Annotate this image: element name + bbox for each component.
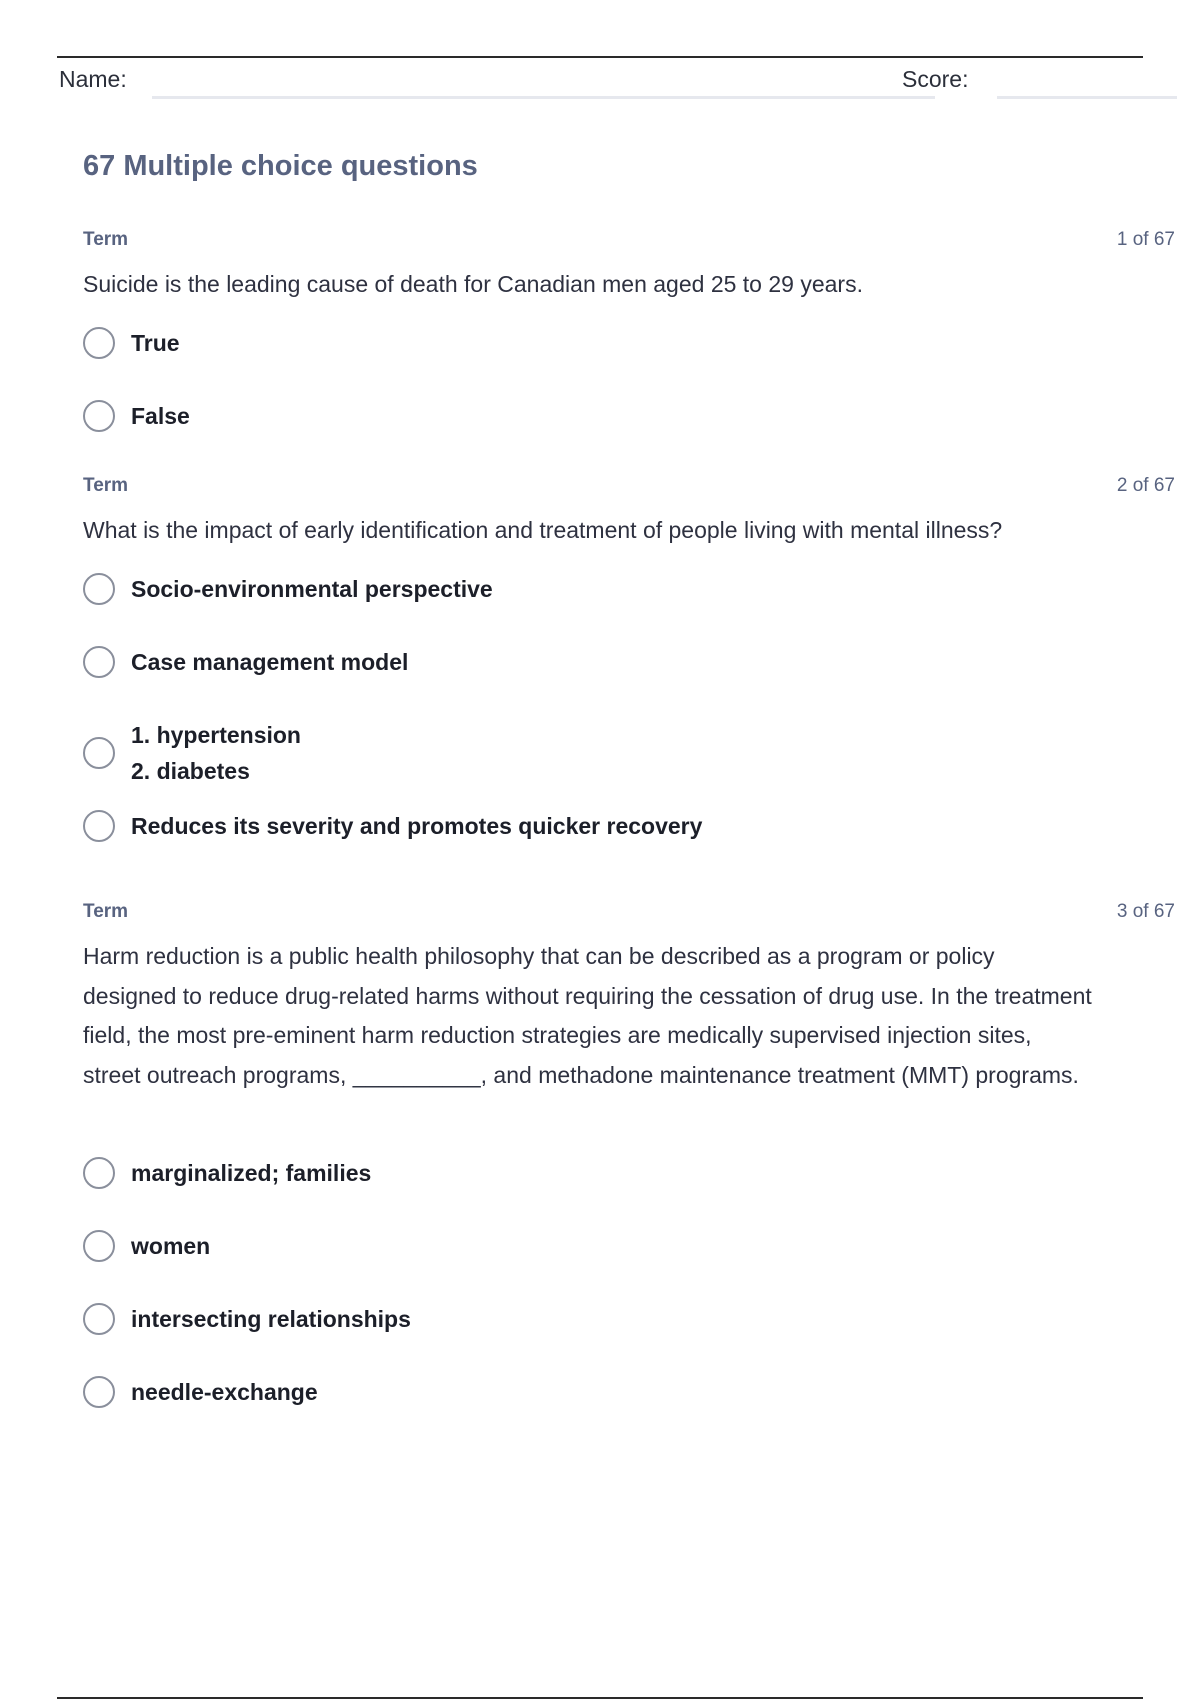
answer-label: needle-exchange <box>131 1379 318 1405</box>
answer-option[interactable] <box>83 644 408 680</box>
top-divider <box>57 56 1143 58</box>
answer-option[interactable] <box>83 717 301 789</box>
question-prompt: Harm reduction is a public health philosophy that can be described as a program or policy designed to reduce drug-related harms without requiring the cessation of drug use. In the treatment field, the most pre-eminent harm reduction strategies are medically supervised injection sites, street outreach programs, __________, and methadone maintenance treatment (MMT) programs. <box>83 943 1092 1088</box>
bottom-divider <box>57 1697 1143 1699</box>
answer-option[interactable] <box>83 1374 318 1410</box>
radio-circle-icon[interactable] <box>83 573 115 605</box>
answer-label: Case management model <box>131 649 409 675</box>
name-field[interactable] <box>152 96 935 99</box>
radio-circle-icon[interactable] <box>83 810 115 842</box>
radio-circle-icon[interactable] <box>83 1303 115 1335</box>
score-field[interactable] <box>997 96 1177 99</box>
radio-circle-icon[interactable] <box>83 646 115 678</box>
radio-circle-icon[interactable] <box>83 1157 115 1189</box>
answer-label: True <box>131 330 180 356</box>
answer-label: Reduces its severity and promotes quicker recovery <box>131 813 703 839</box>
radio-circle-icon[interactable] <box>83 737 115 769</box>
radio-circle-icon[interactable] <box>83 1230 115 1262</box>
answer-label: women <box>131 1233 211 1259</box>
radio-circle-icon[interactable] <box>83 400 115 432</box>
answer-label: intersecting relationships <box>131 1306 411 1332</box>
name-label: Name: <box>59 66 127 92</box>
term-label: Term <box>83 901 129 922</box>
term-label: Term <box>83 229 129 250</box>
answer-option[interactable] <box>83 325 180 361</box>
radio-circle-icon[interactable] <box>83 327 115 359</box>
answer-option[interactable] <box>83 1301 411 1337</box>
answer-option[interactable] <box>83 398 190 434</box>
score-label: Score: <box>902 66 969 92</box>
question-counter: 1 of 67 <box>1116 229 1175 250</box>
radio-circle-icon[interactable] <box>83 1376 115 1408</box>
header-fields <box>57 62 1177 102</box>
answer-option[interactable] <box>83 1155 371 1191</box>
term-label: Term <box>83 475 129 496</box>
answer-label: Socio-environmental perspective <box>131 576 493 602</box>
answer-label: 1. hypertension 2. diabetes <box>131 722 301 784</box>
question-counter: 2 of 67 <box>1116 475 1175 496</box>
question-counter: 3 of 67 <box>1116 901 1175 922</box>
question-prompt: Suicide is the leading cause of death for Canadian men aged 25 to 29 years. <box>83 271 863 297</box>
answer-label: False <box>131 403 190 429</box>
answer-option[interactable] <box>83 1228 210 1264</box>
answer-option[interactable] <box>83 808 702 844</box>
answer-option[interactable] <box>83 571 493 607</box>
section-title: 67 Multiple choice questions <box>83 150 478 182</box>
answer-label: marginalized; families <box>131 1160 372 1186</box>
question-prompt: What is the impact of early identification and treatment of people living with mental illness? <box>83 517 1003 543</box>
